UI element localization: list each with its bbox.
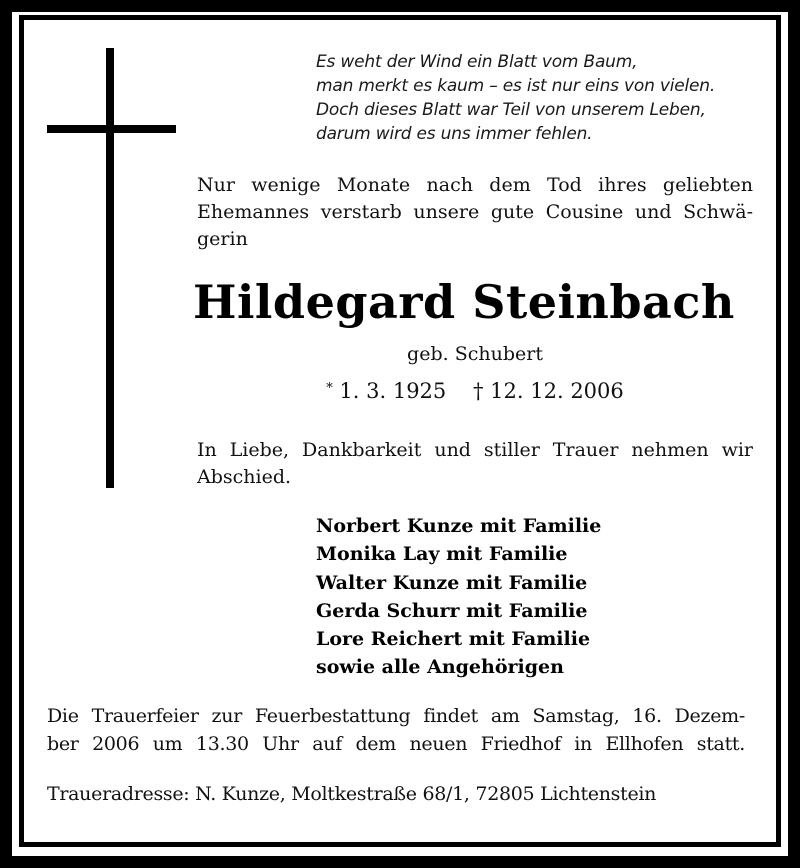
birth-date: 1. 3. 1925: [339, 379, 447, 403]
mourner-item: Lore Reichert mit Familie: [316, 628, 591, 651]
poem-line: Doch dieses Blatt war Teil von unserem Leben,: [316, 100, 706, 120]
birth-symbol: *: [326, 381, 333, 396]
life-dates: [197, 374, 753, 406]
maiden-name: geb. Schubert: [407, 343, 543, 365]
intro-line: Nur wenige Monate nach dem Tod ihres geliebten: [197, 174, 753, 196]
cross-horizontal-bar: [47, 125, 176, 133]
ceremony-info: [47, 702, 745, 758]
mourners-list: [316, 512, 601, 682]
ceremony-line: ber 2006 um 13.30 Uhr auf dem neuen Friedhof in Ellhofen statt.: [47, 733, 745, 755]
poem-line: man merkt es kaum – es ist nur eins von vielen.: [316, 76, 716, 96]
farewell-line: In Liebe, Dankbarkeit und stiller Trauer nehmen wir: [197, 439, 753, 461]
mourning-address: Traueradresse: N. Kunze, Moltkestraße 68/1, 72805 Lichtenstein: [47, 783, 657, 805]
farewell-paragraph: [197, 437, 753, 491]
mourner-item: Norbert Kunze mit Familie: [316, 515, 602, 537]
poem-line: Es weht der Wind ein Blatt vom Baum,: [316, 52, 638, 72]
death-cross-icon: †: [472, 379, 484, 403]
intro-paragraph: [197, 172, 753, 253]
deceased-name: Hildegard Steinbach: [193, 275, 735, 329]
intro-line: Ehemannes verstarb unsere gute Cousine und Schwä-: [197, 201, 753, 223]
intro-line: gerin: [197, 228, 248, 250]
ceremony-line: Die Trauerfeier zur Feuerbestattung findet am Samstag, 16. Dezem-: [47, 705, 745, 727]
mourner-item: Gerda Schurr mit Familie: [316, 599, 588, 622]
mourner-item: Walter Kunze mit Familie: [316, 571, 588, 594]
memorial-poem: [316, 50, 776, 146]
poem-line: darum wird es uns immer fehlen.: [316, 124, 593, 144]
death-date: 12. 12. 2006: [490, 379, 624, 403]
cross-vertical-bar: [106, 48, 114, 488]
farewell-line: Abschied.: [197, 466, 292, 488]
mourner-item: sowie alle Angehörigen: [316, 656, 564, 679]
mourner-item: Monika Lay mit Familie: [316, 543, 568, 566]
